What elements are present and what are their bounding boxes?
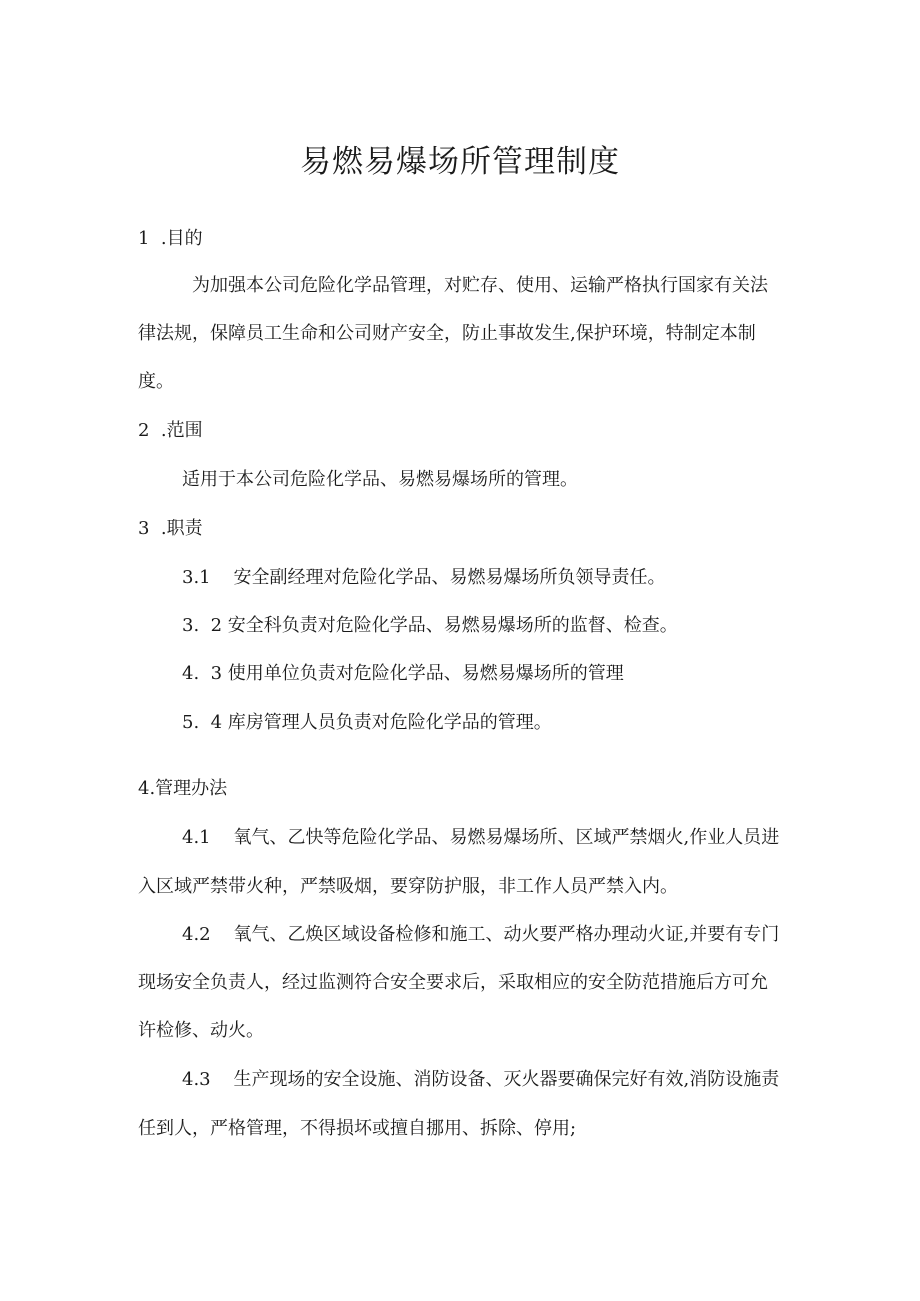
- duty-item: 3.1 安全副经理对危险化学品、易燃易爆场所负领导责任。: [182, 567, 666, 588]
- paragraph-line: 为加强本公司危险化学品管理，对贮存、使用、运输严格执行国家有关法: [192, 275, 768, 296]
- section-heading-management: 4.管理办法: [138, 778, 228, 799]
- paragraph-line: 任到人，严格管理，不得损坏或擅自挪用、拆除、停用;: [138, 1118, 577, 1139]
- paragraph-line: 4.2 氧气、乙焕区域设备检修和施工、动火要严格办理动火证,并要有专门: [182, 924, 780, 945]
- paragraph-line: 律法规，保障员工生命和公司财产安全，防止事故发生,保护环境，特制定本制: [138, 323, 756, 344]
- paragraph-line: 许检修、动火。: [138, 1020, 264, 1041]
- paragraph-line: 4.3 生产现场的安全设施、消防设备、灭火器要确保完好有效,消防设施责: [182, 1069, 780, 1090]
- paragraph-line: 适用于本公司危险化学品、易燃易爆场所的管理。: [182, 469, 578, 490]
- paragraph-line: 入区域严禁带火种，严禁吸烟，要穿防护服，非工作人员严禁入内。: [138, 876, 678, 897]
- section-heading-duties: 3 .职责: [138, 518, 203, 539]
- section-heading-scope: 2 .范围: [138, 420, 203, 441]
- document-title: 易燃易爆场所管理制度: [300, 144, 620, 180]
- duty-item: 4. 3 使用单位负责对危险化学品、易燃易爆场所的管理: [182, 663, 624, 684]
- paragraph-line: 4.1 氧气、乙快等危险化学品、易燃易爆场所、区域严禁烟火,作业人员进: [182, 827, 780, 848]
- paragraph-line: 现场安全负责人，经过监测符合安全要求后，采取相应的安全防范措施后方可允: [138, 972, 768, 993]
- section-heading-purpose: 1 .目的: [138, 228, 203, 249]
- paragraph-line: 度。: [138, 371, 174, 392]
- duty-item: 3. 2 安全科负责对危险化学品、易燃易爆场所的监督、检查。: [182, 615, 678, 636]
- duty-item: 5. 4 库房管理人员负责对危险化学品的管理。: [182, 712, 552, 733]
